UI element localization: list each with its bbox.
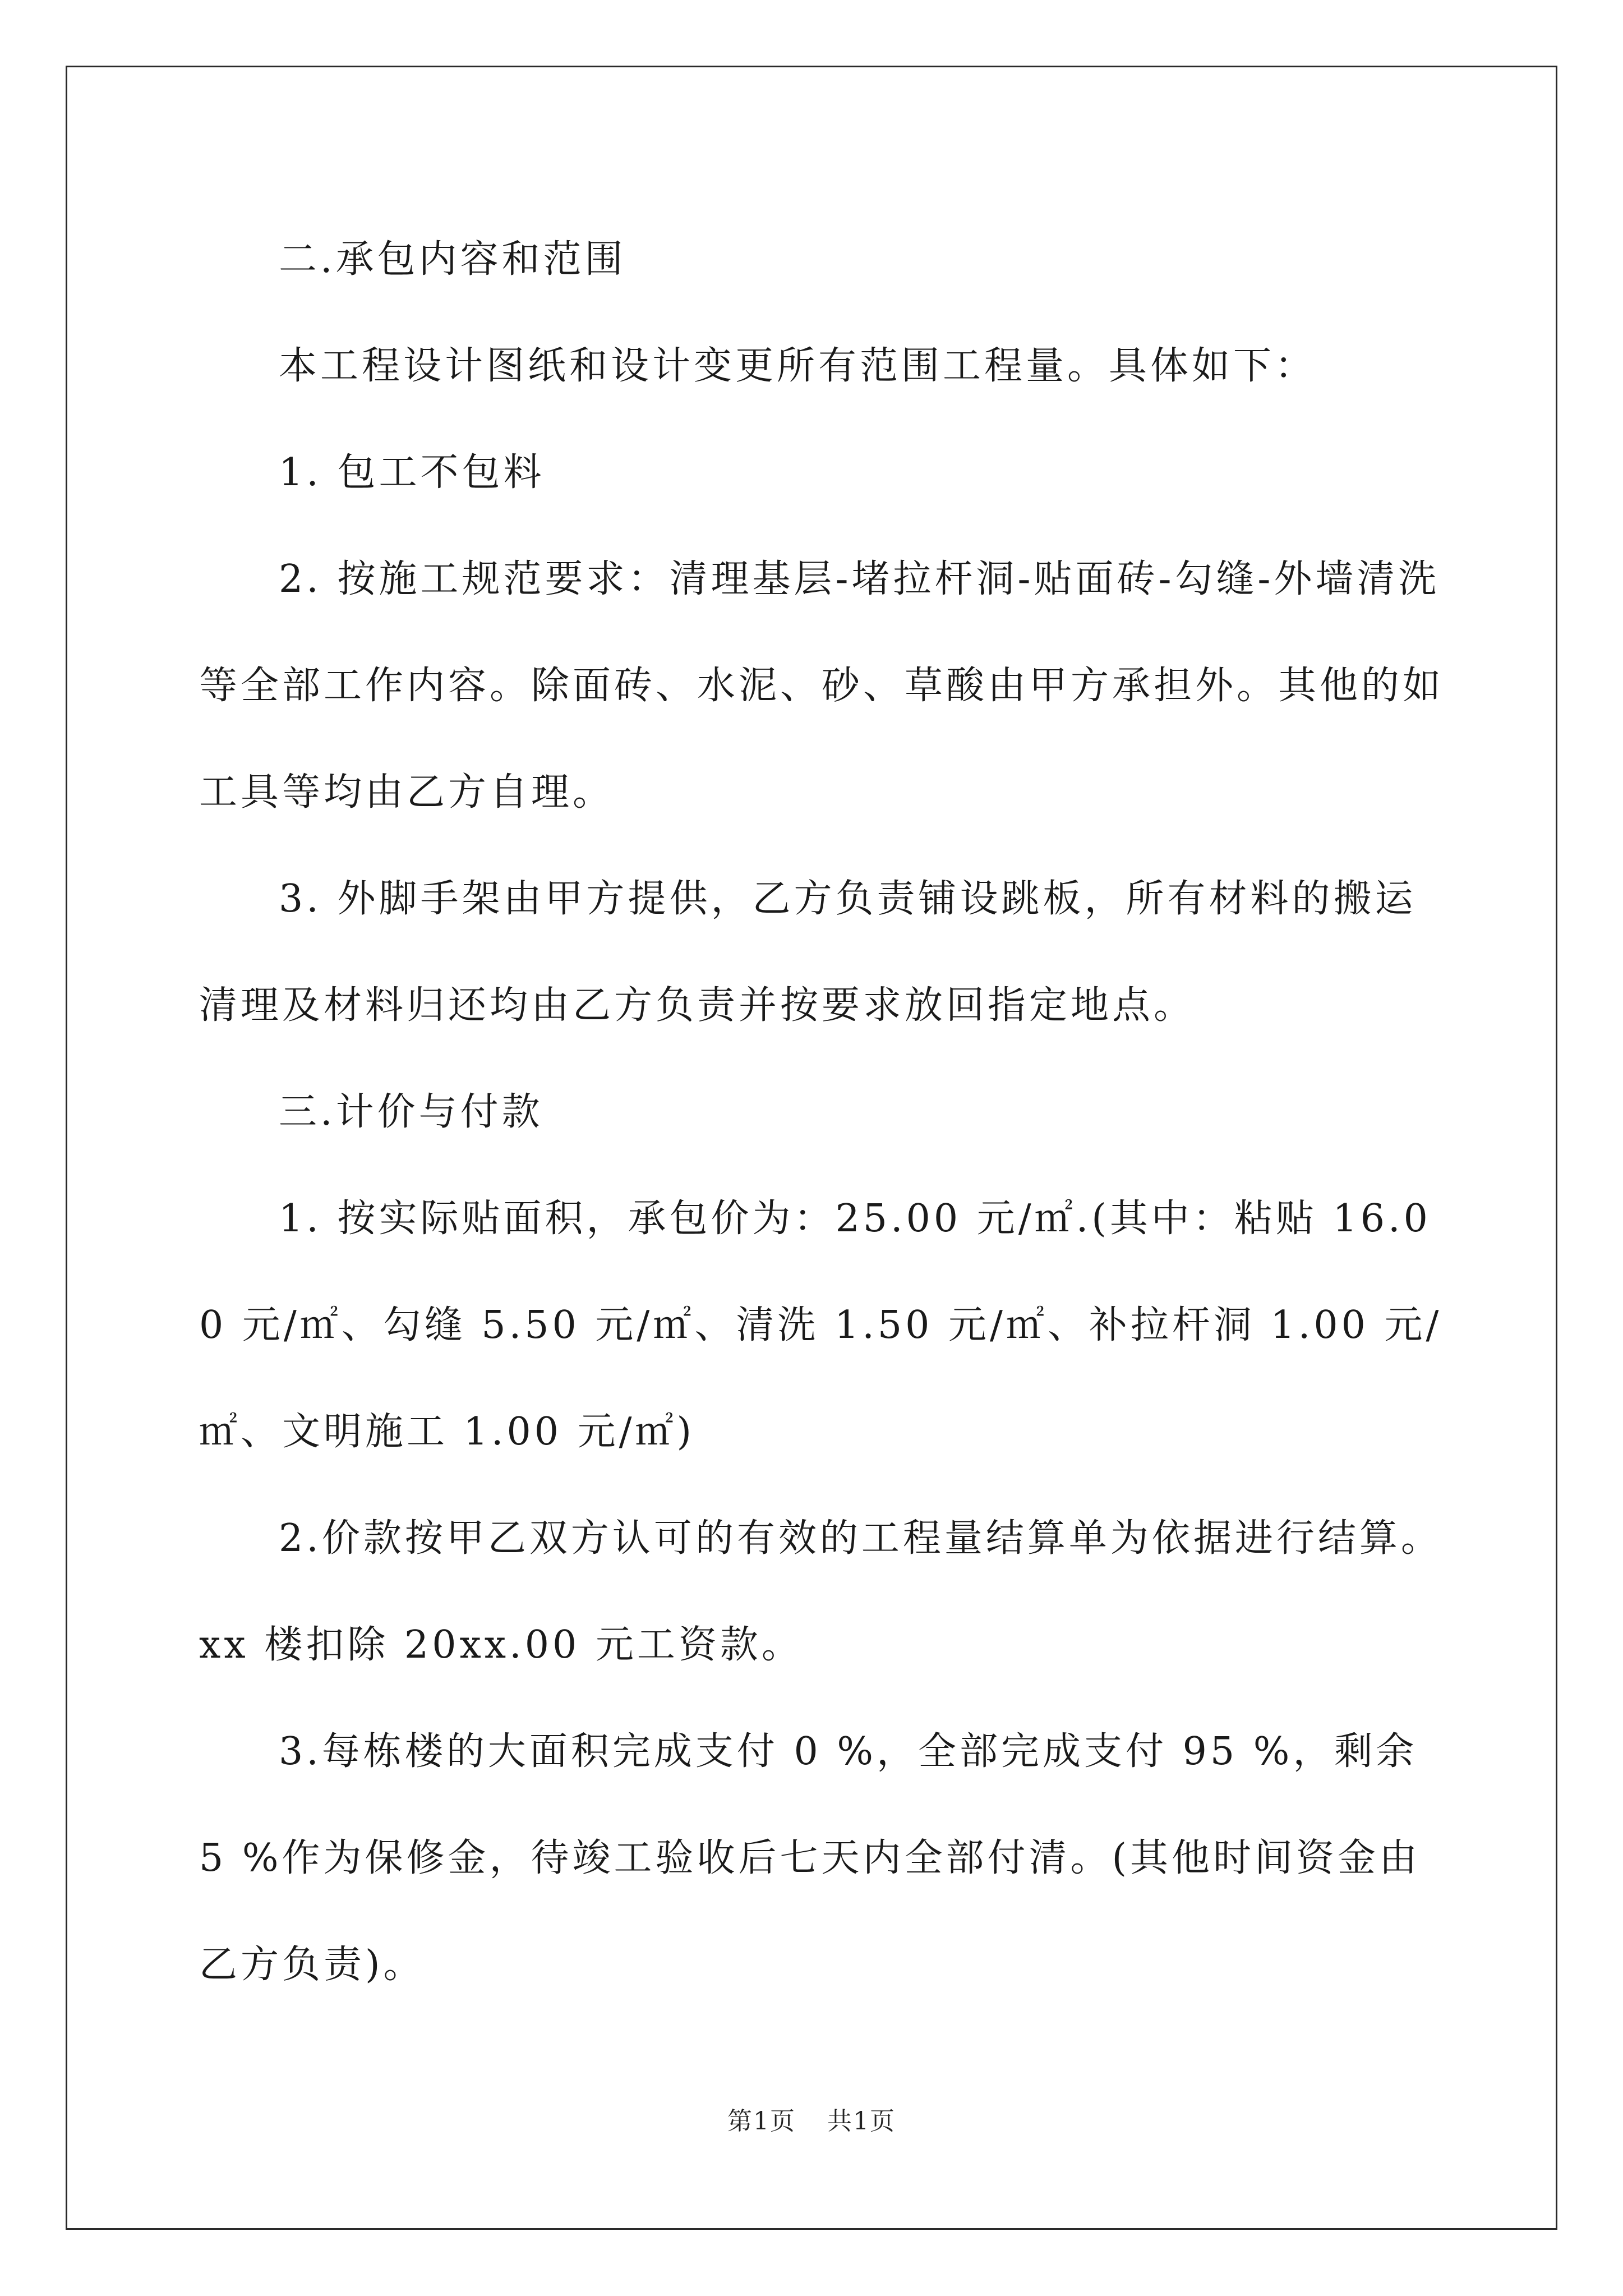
list-item-1: 1. 包工不包料 bbox=[279, 450, 545, 495]
page-number: 第1页 bbox=[727, 2107, 796, 2136]
page-footer bbox=[0, 2101, 1623, 2137]
section-heading-scope: 二.承包内容和范围 bbox=[279, 237, 626, 282]
list-item-3: 3. 外脚手架由甲方提供，乙方负责铺设跳板，所有材料的搬运清理及材料归还均由乙方负责并按要求放回指定地点。 bbox=[199, 877, 1417, 1028]
pricing-item-3: 3.每栋楼的大面积完成支付 0 %，全部完成支付 95 %，剩余 5 %作为保修金，待竣工验收后七天内全部付清。(其他时间资金由乙方负责)。 bbox=[199, 1729, 1433, 1987]
page-total: 共1页 bbox=[827, 2107, 896, 2136]
pricing-item-2: 2.价款按甲乙双方认可的有效的工程量结算单为依据进行结算。xx 楼扣除 20xx.00 元工资款。 bbox=[199, 1516, 1442, 1667]
document-body bbox=[199, 206, 1450, 2018]
list-item-2: 2. 按施工规范要求：清理基层-堵拉杆洞-贴面砖-勾缝-外墙清洗等全部工作内容。除面砖、水泥、砂、草酸由甲方承担外。其他的如工具等均由乙方自理。 bbox=[199, 557, 1445, 815]
pricing-item-1: 1. 按实际贴面积，承包价为：25.00 元/㎡.(其中：粘贴 16.00 元/㎡、勾缝 5.50 元/㎡、清洗 1.50 元/㎡、补拉杆洞 1.00 元/㎡、文明施工 1.00 元/㎡) bbox=[199, 1197, 1442, 1454]
paragraph-scope-intro: 本工程设计图纸和设计变更所有范围工程量。具体如下： bbox=[279, 344, 1317, 388]
section-heading-pricing: 三.计价与付款 bbox=[279, 1090, 543, 1134]
